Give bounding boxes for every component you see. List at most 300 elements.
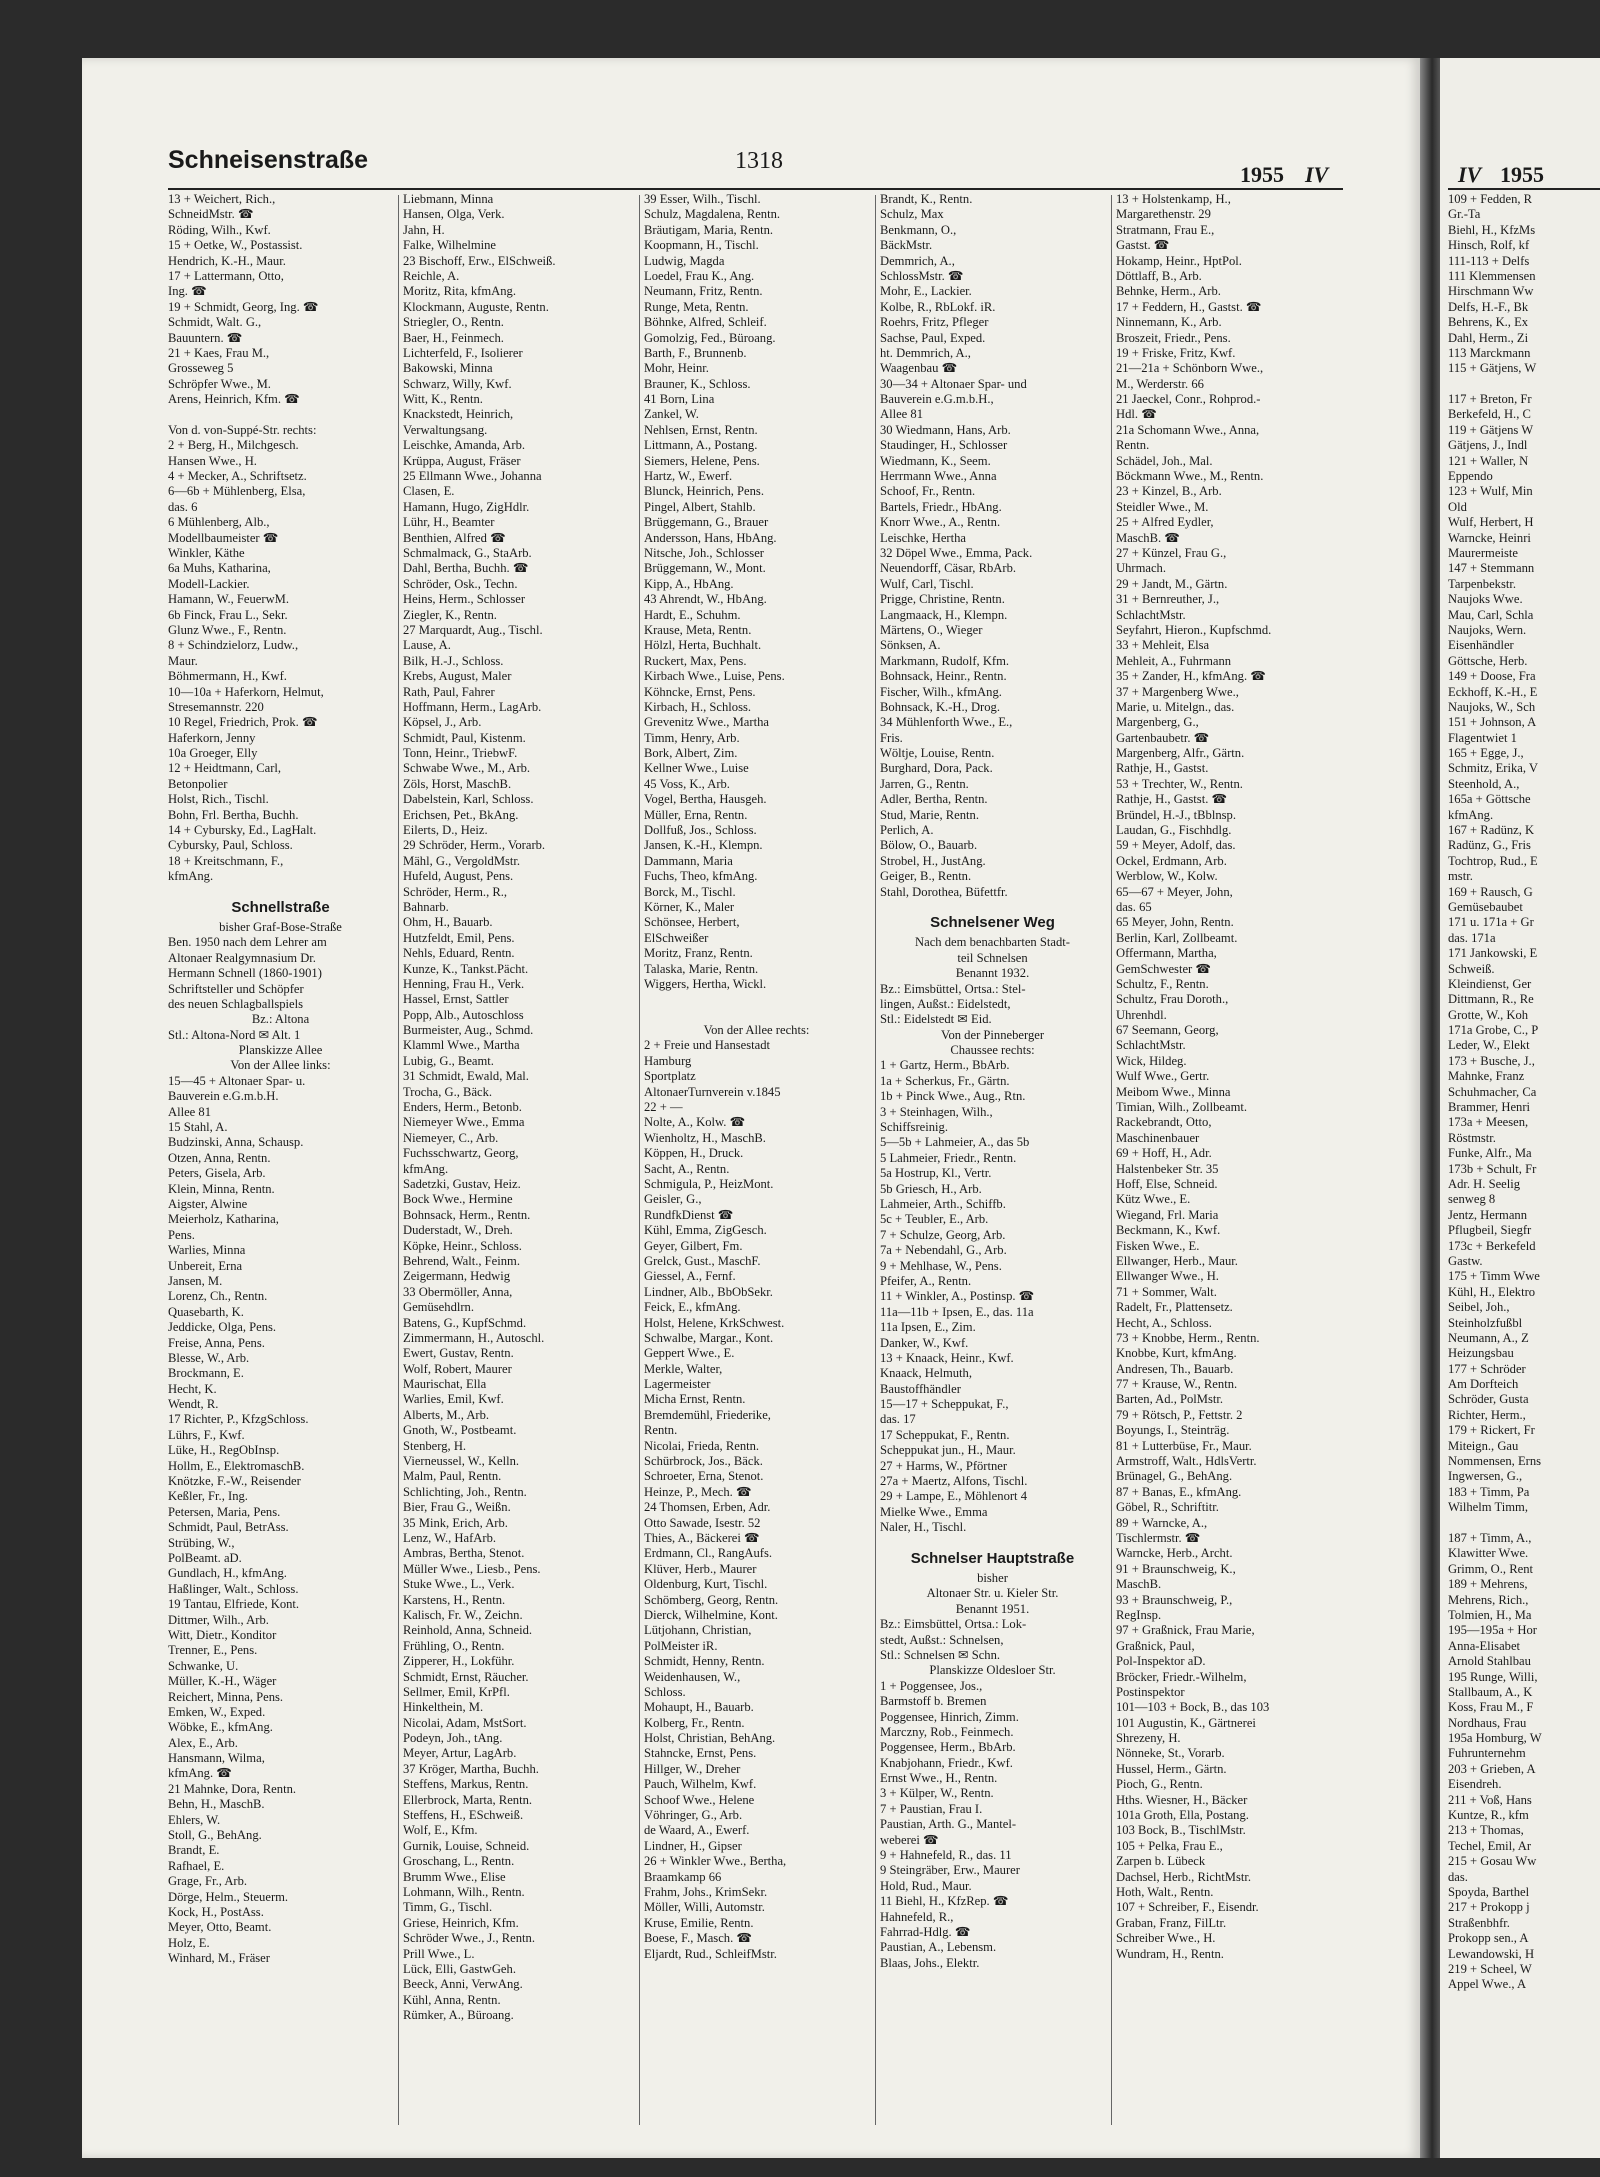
directory-entry: 149 + Doose, Fra [1448,669,1536,684]
directory-entry: Kütz Wwe., E. [1116,1192,1191,1207]
directory-entry: Bohnsack, Herm., Rentn. [403,1207,531,1222]
directory-entry: Feick, E., kfmAng. [644,1300,741,1315]
directory-entry: Schmalmack, G., StaArb. [403,545,532,560]
directory-entry: Schwalbe, Margar., Kont. [644,1330,774,1345]
directory-entry: Warncke, Heinri [1448,530,1531,545]
directory-entry: Hoffmann, Herm., LagArb. [403,699,542,714]
directory-entry: Radünz, G., Fris [1448,838,1531,853]
directory-entry: Am Dorfteich [1448,1377,1519,1392]
directory-entry: 177 + Schröder [1448,1361,1526,1376]
directory-entry: Sadetzki, Gustav, Heiz. [403,1177,521,1191]
directory-entry: Schreiber Wwe., H. [1116,1931,1216,1946]
directory-entry: Kellner Wwe., Luise [644,761,749,776]
directory-entry: Popp, Alb., Autoschloss [403,1007,524,1022]
directory-entry: 19 + Schmidt, Georg, Ing. ☎ [168,299,319,314]
directory-entry: 173b + Schult, Fr [1448,1161,1537,1176]
directory-entry: Vogel, Bertha, Hausgeh. [644,792,767,807]
directory-entry: Lüke, H., RegObInsp. [168,1443,280,1458]
directory-entry: Benthien, Alfred ☎ [403,530,506,545]
directory-entry: Rümker, A., Büroang. [403,2008,514,2023]
directory-entry: Bz.: Eimsbüttel, Ortsa.: Lok- [880,1617,1027,1632]
directory-entry: Stahncke, Ernst, Pens. [644,1746,757,1761]
directory-entry: Heinze, P., Mech. ☎ [644,1484,752,1499]
directory-entry: 5c + Teubler, E., Arb. [880,1212,989,1227]
directory-entry: Bauuntern. ☎ [168,330,243,345]
directory-entry: 11 Biehl, H., KfzRep. ☎ [880,1894,1009,1909]
directory-entry: Wöltje, Louise, Rentn. [880,746,995,761]
directory-entry: Hinkelthein, M. [403,1700,484,1715]
directory-entry: 91 + Braunschweig, K., [1116,1561,1236,1576]
directory-entry: Dahl, Herm., Zi [1448,330,1529,345]
directory-entry: Bremdemühl, Friederike, [644,1407,771,1422]
directory-entry: Rentn. [644,1423,678,1438]
directory-column-5 [1116,192,1346,1962]
directory-entry: 10 Regel, Friedrich, Prok. ☎ [168,715,318,730]
directory-entry: 32 Döpel Wwe., Emma, Pack. [880,545,1033,560]
directory-entry: 171 Jankowski, E [1448,946,1538,961]
directory-entry: Langmaack, H., Klempn. [880,607,1008,622]
directory-entry: Adr. H. Seelig [1448,1177,1521,1191]
directory-entry: Klawitter Wwe. [1448,1546,1529,1561]
directory-entry: 22 + — [644,1100,683,1115]
directory-entry: Dörge, Helm., Steuerm. [168,1889,289,1904]
directory-entry: 165a + Göttsche [1448,792,1531,807]
directory-entry: Barten, Ad., PolMstr. [1116,1392,1224,1407]
directory-entry: Lühr, H., Beamter [403,515,495,530]
directory-entry: 45 Voss, K., Arb. [644,776,730,791]
directory-entry: Fris. [880,730,903,745]
directory-entry: Mielke Wwe., Emma [880,1504,988,1519]
directory-entry: Loedel, Frau K., Ang. [644,268,755,283]
directory-entry: Weidenhausen, W., [644,1669,741,1684]
directory-entry: Dierck, Wilhelmine, Kont. [644,1607,778,1622]
directory-entry [168,407,393,422]
directory-entry: Schröder, Osk., Techn. [403,576,518,591]
directory-entry: Maurischat, Ella [403,1377,487,1392]
directory-entry: 9 Steingräber, Erw., Maurer [880,1863,1020,1878]
directory-entry: Leischke, Hertha [880,530,967,545]
directory-entry: Barth, F., Brunnenb. [644,345,747,360]
directory-entry: Brüggemann, W., Mont. [644,561,766,576]
directory-entry: Tischlermstr. ☎ [1116,1530,1201,1545]
directory-entry: 18 + Kreitschmann, F., [168,853,284,868]
directory-entry: MaschB. [1116,1577,1162,1592]
directory-entry: Brammer, Henri [1448,1100,1531,1115]
directory-entry: Nönneke, St., Vorarb. [1116,1746,1225,1761]
district-label: IV [1305,162,1329,187]
directory-entry: Bilk, H.-J., Schloss. [403,653,504,668]
directory-entry: Bz.: Eimsbüttel, Ortsa.: Stel- [880,981,1026,996]
directory-entry: Richter, Herm., [1448,1407,1526,1422]
directory-entry: 211 + Voß, Hans [1448,1792,1532,1807]
directory-entry: Eisendreh. [1448,1777,1502,1792]
directory-entry: 101—103 + Bock, B., das 103 [1116,1700,1270,1715]
directory-entry: 103 Bock, B., TischlMstr. [1116,1823,1246,1838]
directory-entry: Kunze, K., Tankst.Pächt. [403,961,529,976]
directory-entry: Steenhold, A., [1448,776,1520,791]
directory-entry: Warlies, Minna [168,1243,246,1258]
directory-entry: 21a Schomann Wwe., Anna, [1116,422,1260,437]
directory-entry: Batens, G., KupfSchmd. [403,1315,527,1330]
directory-entry: das. 17 [880,1412,916,1427]
directory-entry: Jahn, H. [403,222,445,237]
directory-entry: 29 + Lampe, E., Möhlenort 4 [880,1489,1028,1504]
directory-entry: Lührs, F., Kwf. [168,1427,245,1442]
directory-entry: Holst, Christian, BehAng. [644,1731,776,1746]
directory-entry: Wick, Hildeg. [1116,1053,1187,1068]
directory-entry: Tarpenbekstr. [1448,576,1517,591]
directory-entry: 9 + Hahnefeld, R., das. 11 [880,1848,1012,1863]
directory-entry: SchlachtMstr. [1116,1038,1186,1053]
street-note: Chaussee rechts: [950,1043,1035,1058]
directory-entry: Jarren, G., Rentn. [880,776,969,791]
directory-entry: Schiffsreinig. [880,1120,948,1135]
directory-entry: Von d. von-Suppé-Str. rechts: [168,422,317,437]
directory-entry: 71 + Sommer, Walt. [1116,1284,1217,1299]
directory-entry: Lück, Elli, GastwGeh. [403,1961,516,1976]
directory-entry: 169 + Rausch, G [1448,884,1533,899]
directory-entry: Gundlach, H., kfmAng. [168,1566,287,1581]
directory-entry: Schulz, Max [880,207,944,222]
directory-entry: Hamann, Hugo, ZigHdlr. [403,499,530,514]
directory-entry: Pol-Inspektor aD. [1116,1654,1206,1669]
directory-entry: Herrmann Wwe., Anna [880,469,997,484]
directory-entry: Bröcker, Friedr.-Wilhelm, [1116,1669,1247,1684]
directory-entry: Behn, H., MaschB. [168,1797,265,1812]
directory-entry: 8 + Schindzielorz, Ludw., [168,638,299,653]
directory-entry: Röstmstr. [1448,1130,1496,1145]
directory-entry: Paustian, Arth. G., Mantel- [880,1817,1017,1832]
directory-entry: kfmAng. [168,869,214,884]
directory-entry: 67 Seemann, Georg, [1116,1023,1219,1038]
directory-entry: Merkle, Walter, [644,1361,723,1376]
directory-entry: Knötzke, F.-W., Reisender [168,1474,301,1489]
directory-entry: Ernst Wwe., H., Rentn. [880,1771,998,1786]
directory-entry: Göttsche, Herb. [1448,653,1528,668]
directory-entry: 6—6b + Mühlenberg, Elsa, [168,484,306,499]
directory-entry: 5—5b + Lahmeier, A., das 5b [880,1135,1030,1150]
directory-entry: Falke, Wilhelmine [403,238,496,253]
directory-entry: 13 + Holstenkamp, H., [1116,192,1231,206]
directory-entry: Dittmer, Wilh., Arb. [168,1612,269,1627]
street-note: bisher [977,1570,1008,1585]
directory-entry: Allee 81 [880,407,924,422]
directory-entry: Koopmann, H., Tischl. [644,238,759,253]
directory-entry: Benkmann, O., [880,222,957,237]
directory-entry: Schoof Wwe., Helene [644,1792,755,1807]
directory-entry: Hamann, W., FeuerwM. [168,592,290,607]
directory-entry: 10—10a + Haferkorn, Helmut, [168,684,324,699]
directory-entry [880,900,1105,915]
directory-entry: Neuendorff, Cäsar, RbArb. [880,561,1017,576]
directory-entry: 113 Marckmann [1448,345,1531,360]
directory-entry: Jentz, Hermann [1448,1207,1528,1222]
directory-entry: Tonn, Heinr., TriebwF. [403,746,518,761]
directory-entry: Nommensen, Erns [1448,1454,1542,1469]
directory-entry: Otto Sawade, Isestr. 52 [644,1515,761,1530]
directory-entry: 1 + Poggensee, Jos., [880,1678,983,1693]
street-note: Planskizze Oldesloer Str. [929,1663,1056,1678]
directory-entry: Bohn, Frl. Bertha, Buchh. [168,807,299,822]
directory-entry [1448,1516,1600,1531]
directory-entry: Schmidt, Paul, BetrAss. [168,1520,289,1535]
directory-entry: Braamkamp 66 [644,1869,722,1884]
directory-entry: Pens. [168,1227,195,1242]
directory-entry: kfmAng. [403,1161,449,1176]
directory-entry: lingen, Außst.: Eidelstedt, [880,996,1011,1011]
directory-entry: 167 + Radünz, K [1448,823,1535,838]
directory-entry: Betonpolier [168,776,228,791]
directory-entry: SchneidMstr. ☎ [168,207,254,222]
directory-entry: 195 Runge, Willi, [1448,1669,1538,1684]
directory-entry: Naujoks Wwe. [1448,592,1523,607]
directory-entry: Waagenbau ☎ [880,361,958,376]
directory-entry: Bründel, H.-J., tBblnsp. [1116,807,1236,822]
directory-entry: Röding, Wilh., Kwf. [168,222,271,237]
directory-entry: das. 65 [1116,899,1152,914]
directory-entry: Kirbach, H., Schloss. [644,699,752,714]
directory-entry: Timm, G., Tischl. [403,1900,493,1915]
directory-entry: Barmstoff b. Bremen [880,1694,987,1709]
directory-entry: Flagentwiet 1 [1448,730,1517,745]
directory-entry: Arnold Stahlbau [1448,1654,1531,1669]
directory-entry: Griese, Heinrich, Kfm. [403,1915,519,1930]
directory-entry: Lindner, H., Gipser [644,1838,742,1853]
directory-entry: Böhmermann, H., Kwf. [168,669,287,684]
directory-entry: Kolberg, Fr., Rentn. [644,1715,745,1730]
directory-entry: 89 + Warncke, A., [1116,1515,1208,1530]
directory-entry: Stahl, Dorothea, Büfettfr. [880,884,1008,899]
directory-entry: 81 + Lutterbüse, Fr., Maur. [1116,1438,1252,1453]
directory-entry: Holz, E. [168,1935,210,1950]
directory-entry: senweg 8 [1448,1192,1496,1207]
directory-entry: 19 Tantau, Elfriede, Kont. [168,1597,300,1612]
directory-entry: Sönksen, A. [880,638,941,653]
directory-entry: de Waard, A., Ewerf. [644,1823,750,1838]
directory-entry: 9 + Mehlhase, W., Pens. [880,1258,1002,1273]
directory-entry: Zeigermann, Hedwig [403,1269,511,1284]
directory-entry: Radelt, Fr., Plattensetz. [1116,1300,1233,1315]
directory-entry: 21 Jaeckel, Conr., Rohprod.- [1116,392,1261,407]
directory-entry: Pauch, Wilhelm, Kwf. [644,1777,757,1792]
directory-entry: Schröpfer Wwe., M. [168,376,271,391]
directory-entry: Ruckert, Max, Pens. [644,653,747,668]
directory-entry: Hecht, K. [168,1381,217,1396]
directory-entry: Liebmann, Minna [403,192,494,206]
directory-entry: Appel Wwe., A [1448,1977,1527,1992]
directory-entry: Kuntze, R., kfm [1448,1808,1529,1823]
directory-entry: Bräutigam, Maria, Rentn. [644,222,774,237]
directory-entry: Dahl, Bertha, Buchh. ☎ [403,561,529,576]
right-header-rule [1448,188,1600,190]
directory-entry: Kirbach Wwe., Luise, Pens. [644,669,785,684]
directory-entry: 111-113 + Delfs [1448,253,1530,268]
directory-entry: 25 Ellmann Wwe., Johanna [403,469,542,484]
directory-entry: Pingel, Albert, Stahlb. [644,499,756,514]
directory-entry: Schröder, Herm., R., [403,884,508,899]
directory-entry: Ellerbrock, Marta, Rentn. [403,1792,533,1807]
directory-entry [644,992,869,1007]
directory-entry: Sacht, A., Rentn. [644,1161,730,1176]
directory-entry: Wulf, Herbert, H [1448,515,1534,530]
directory-entry: Strobel, H., JustAng. [880,853,986,868]
directory-entry: Schwabe Wwe., M., Arb. [403,761,531,776]
directory-entry: Nicolai, Frieda, Rentn. [644,1438,760,1453]
directory-entry: Wendt, R. [168,1397,219,1412]
directory-entry: das. [1448,1869,1468,1884]
street-note: Altonaer Str. u. Kieler Str. [926,1586,1059,1601]
header-rule [168,188,1343,190]
directory-entry: Mehrens, Rich., [1448,1592,1529,1607]
directory-entry: Bakowski, Minna [403,361,493,376]
directory-entry: Naujoks, Wern. [1448,622,1527,637]
directory-entry: Lahmeier, Arth., Schiffb. [880,1197,1006,1211]
directory-entry: 111 Klemmensen [1448,268,1536,283]
street-note: Bz.: Altona [251,1012,310,1027]
directory-entry: Niemeyer, C., Arb. [403,1130,499,1145]
directory-entry: Körner, K., Maler [644,899,735,914]
directory-entry: Gastst. ☎ [1116,238,1170,253]
directory-entry: Erichsen, Pet., BkAng. [403,807,519,822]
directory-entry: Krause, Meta, Rentn. [644,622,752,637]
street-note: Nach dem benachbarten Stadt- [915,935,1070,950]
directory-entry: Prokopp sen., A [1448,1931,1529,1946]
directory-entry: Seibel, Joh., [1448,1300,1510,1315]
book-gutter [1420,58,1440,2158]
directory-entry: Möller, Willi, Automstr. [644,1900,765,1915]
column-divider [639,195,640,2125]
directory-entry: Lütjohann, Christian, [644,1623,752,1638]
right-page-year: 1955 [1500,162,1544,187]
directory-column-4 [880,192,1105,1971]
directory-entry: 187 + Timm, A., [1448,1530,1532,1545]
directory-entry: Baer, H., Feinmech. [403,330,504,345]
directory-entry: PolBeamt. aD. [168,1550,242,1565]
directory-entry: Schoof, Fr., Rentn. [880,484,976,499]
directory-entry: Witt, Dietr., Konditor [168,1627,277,1642]
directory-entry: 195—195a + Hor [1448,1623,1537,1638]
directory-entry: Lorenz, Ch., Rentn. [168,1289,268,1304]
directory-entry: Schwanke, U. [168,1658,239,1673]
directory-entry: Talaska, Marie, Rentn. [644,961,759,976]
directory-entry: Schroeter, Erna, Stenot. [644,1469,764,1484]
directory-entry: Brünagel, G., BehAng. [1116,1469,1233,1484]
directory-entry: Hendrich, K.-H., Maur. [168,253,286,268]
directory-entry: 11 + Winkler, A., Postinsp. ☎ [880,1289,1035,1304]
directory-entry: Timian, Wilh., Zollbeamt. [1116,1100,1248,1115]
directory-entry: Berlin, Karl, Zollbeamt. [1116,930,1238,945]
directory-entry: Göbel, R., Schriftitr. [1116,1500,1219,1515]
directory-entry: 15—17 + Scheppukat, F., [880,1397,1009,1412]
directory-entry: Wolf, E., Kfm. [403,1823,478,1838]
directory-entry: Ellwanger Wwe., H. [1116,1269,1219,1284]
directory-entry: 11a—11b + Ipsen, E., das. 11a [880,1304,1034,1319]
directory-entry: Fischer, Wilh., kfmAng. [880,684,1002,699]
directory-entry: 13 + Weichert, Rich., [168,192,276,206]
street-note: Benannt 1932. [955,966,1030,981]
directory-entry: Biehl, H., KfzMs [1448,222,1536,237]
directory-entry: Erdmann, Cl., RangAufs. [644,1546,773,1561]
directory-entry: Bork, Albert, Zim. [644,746,738,761]
directory-entry: Steffens, Markus, Rentn. [403,1777,529,1792]
directory-entry: Brockmann, E. [168,1366,244,1381]
directory-entry: 65 Meyer, John, Rentn. [1116,915,1234,930]
directory-entry: Poggensee, Herm., BbArb. [880,1740,1016,1755]
column-divider [1111,195,1112,2125]
directory-entry: Geisler, G., [644,1192,702,1207]
directory-entry: Schmidt, Ernst, Räucher. [403,1669,529,1684]
directory-entry: Prill Wwe., L. [403,1946,475,1961]
directory-entry: Stoll, G., BehAng. [168,1828,262,1843]
directory-entry: Knaack, Helmuth, [880,1366,972,1381]
street-note: Von der Pinneberger [940,1027,1045,1042]
directory-entry: Knackstedt, Heinrich, [403,407,514,422]
directory-entry: Meibom Wwe., Minna [1116,1084,1231,1099]
directory-entry: Gomolzig, Fed., Büroang. [644,330,776,345]
directory-entry: Enders, Herm., Betonb. [403,1100,522,1115]
directory-entry: Frahm, Johs., KrimSekr. [644,1884,768,1899]
directory-column-3 [644,192,869,1962]
directory-entry: Modellbaumeister ☎ [168,530,279,545]
directory-entry: Klüver, Herb., Maurer [644,1561,757,1576]
directory-entry: Alberts, M., Arb. [403,1407,490,1422]
directory-entry [880,1536,1105,1551]
street-note: Planskizze Allee [238,1043,323,1058]
directory-entry: 173 + Busche, J., [1448,1053,1535,1068]
directory-entry: Pfeifer, A., Rentn. [880,1273,972,1288]
directory-entry: Eljardt, Rud., SchleifMstr. [644,1946,777,1961]
directory-entry: Peters, Gisela, Arb. [168,1166,266,1181]
directory-entry: Kleindienst, Ger [1448,976,1532,991]
directory-entry: stedt, Außst.: Schnelsen, [880,1632,1004,1647]
right-page-column [1448,192,1600,1993]
directory-entry: 2 + Berg, H., Milchgesch. [168,438,299,453]
directory-entry: Kruse, Emilie, Rentn. [644,1915,754,1930]
directory-entry: 21—21a + Schönborn Wwe., [1116,361,1264,376]
directory-entry: Maurermeiste [1448,545,1518,560]
directory-entry: Rathje, H., Gastst. [1116,761,1209,776]
directory-entry: Schloss. [644,1684,686,1699]
directory-entry: Margenberg, G., [1116,715,1199,730]
directory-entry: Maur. [168,653,198,668]
directory-entry: 27 Marquardt, Aug., Tischl. [403,622,543,637]
directory-entry: Steidler Wwe., M. [1116,499,1209,514]
directory-entry: Hansmann, Wilma, [168,1751,265,1766]
directory-entry: kfmAng. [1448,807,1494,822]
directory-entry: 12 + Heidtmann, Carl, [168,761,282,776]
column-divider [875,195,876,2125]
directory-entry: Adler, Bertha, Rentn. [880,792,988,807]
directory-entry: 215 + Gosau Ww [1448,1854,1537,1869]
directory-entry: Winhard, M., Fräser [168,1951,270,1966]
directory-entry: Borck, M., Tischl. [644,884,736,899]
directory-entry: Gastw. [1448,1253,1483,1268]
directory-entry: Köhncke, Ernst, Pens. [644,684,756,699]
directory-entry: Haßlinger, Walt., Schloss. [168,1581,299,1596]
directory-entry: das. 171a [1448,930,1496,945]
directory-entry: Wiggers, Hertha, Wickl. [644,976,767,991]
directory-entry: Ehlers, W. [168,1812,221,1827]
directory-entry: Allee 81 [168,1104,212,1119]
directory-entry: Schulz, Magdalena, Rentn. [644,207,781,222]
directory-entry: 17 + Lattermann, Otto, [168,268,284,283]
directory-entry: Zimmermann, H., Autoschl. [403,1330,545,1345]
directory-entry: Groschang, L., Rentn. [403,1854,515,1869]
directory-entry: Vierneussel, W., Kelln. [403,1454,520,1469]
directory-entry: Zarpen b. Lübeck [1116,1854,1206,1869]
directory-entry: Warncke, Herb., Archt. [1116,1546,1233,1561]
directory-entry: Staudinger, H., Schlosser [880,438,1008,453]
